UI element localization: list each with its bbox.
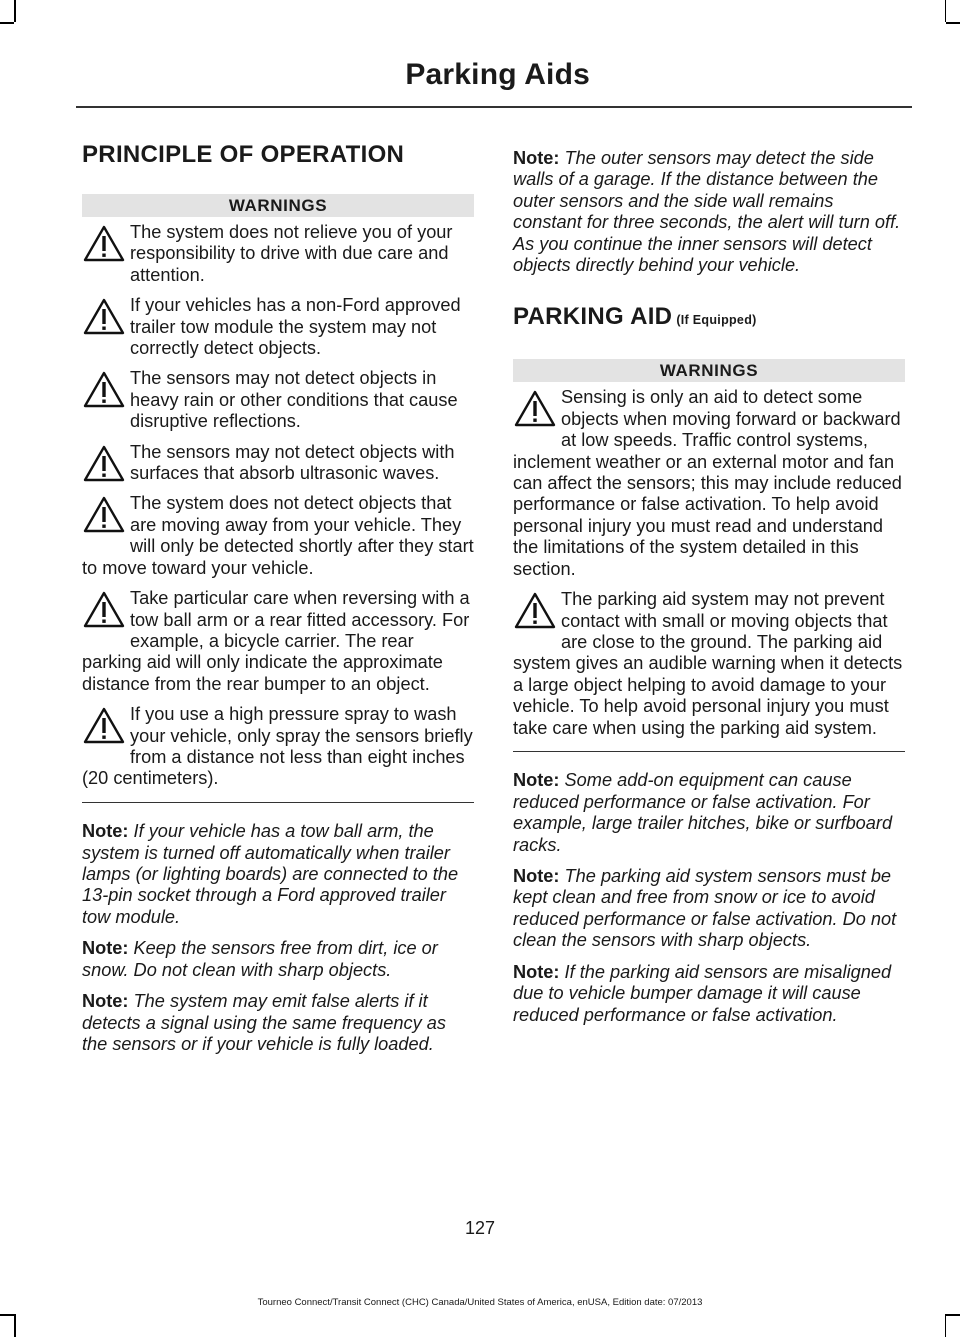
warning-item xyxy=(82,493,474,579)
section-heading-parking-aid xyxy=(513,302,905,335)
crop-mark xyxy=(945,1314,947,1337)
note-paragraph xyxy=(82,821,474,928)
note-label: Note: xyxy=(82,938,129,959)
warnings-label: WARNINGS xyxy=(82,194,474,217)
warning-text: If you use a high pressure spray to wash your vehicle, only spray the sensors briefly from a distance not less than eight inches (20 centimeters). xyxy=(82,704,473,789)
warnings-label: WARNINGS xyxy=(513,359,905,382)
warning-text: The parking aid system may not prevent contact with small or moving objects that are close to the ground. The parking aid system gives an audible warning when it detects a large object helping to avoid damage to your vehicle. To help avoid personal injury you must take care when using the parking aid system. xyxy=(513,589,903,738)
warning-text: Sensing is only an aid to detect some objects when moving forward or backward at low speeds. Traffic control systems, inclement weather or an external motor and fan can affect the sensors; this may include reduced performance or false activation. To help avoid personal injury you must read and understand the limitations of the system detailed in this section. xyxy=(513,387,902,579)
header-divider xyxy=(76,106,912,108)
warning-triangle-icon xyxy=(82,224,130,272)
warnings-divider xyxy=(513,751,905,753)
crop-mark xyxy=(945,0,947,22)
note-label: Note: xyxy=(513,148,560,168)
warning-triangle-icon xyxy=(82,590,130,638)
warning-triangle-icon xyxy=(82,495,130,543)
note-label: Note: xyxy=(513,866,560,887)
note-label: Note: xyxy=(82,821,129,842)
section-heading-text: PARKING AID xyxy=(513,303,673,331)
warning-text: The system does not detect objects that are moving away from your vehicle. They will only be detected shortly after they start to move toward your vehicle. xyxy=(82,493,474,578)
note-label: Note: xyxy=(513,770,560,791)
warning-triangle-icon xyxy=(82,370,130,418)
crop-mark xyxy=(14,0,16,22)
crop-mark xyxy=(0,22,14,24)
note-label: Note: xyxy=(82,991,129,1012)
warning-item xyxy=(513,589,905,739)
crop-mark xyxy=(14,1314,16,1337)
page-number: 127 xyxy=(464,1218,496,1238)
warning-triangle-icon xyxy=(82,444,130,492)
warning-text: Take particular care when reversing with a tow ball arm or a rear fitted accessory. For example, a bicycle carrier. The rear parking aid will only indicate the approximate distance from the rear bumper to an object. xyxy=(82,588,470,694)
warning-item xyxy=(82,704,474,790)
warning-triangle-icon xyxy=(82,297,130,345)
note-text: The outer sensors may detect the side walls of a garage. If the distance between the outer sensors and the side wall remains constant for three seconds, the alert will turn off. As you continue the inner sensors will detect objects directly behind your vehicle. xyxy=(513,148,901,276)
note-text: The system may emit false alerts if it detects a signal using the same frequency as the sensors or if your vehicle is fully loaded. xyxy=(82,991,446,1054)
note-paragraph xyxy=(82,938,474,981)
note-paragraph xyxy=(513,148,905,276)
note-text: Some add-on equipment can cause reduced performance or false activation. For example, large trailer hitches, bike or surfboard racks. xyxy=(513,770,893,855)
warning-item xyxy=(82,295,474,359)
warnings-divider xyxy=(82,802,474,804)
crop-mark xyxy=(946,1314,960,1316)
warning-triangle-icon xyxy=(82,706,130,754)
warning-item xyxy=(82,222,474,286)
warning-text: The sensors may not detect objects in heavy rain or other conditions that cause disruptive reflections. xyxy=(130,368,458,432)
crop-mark xyxy=(946,22,960,24)
left-column xyxy=(82,140,474,1065)
note-paragraph xyxy=(513,770,905,856)
page-footer: Tourneo Connect/Transit Connect (CHC) Canada/United States of America, enUSA, Edition date: 07/2013 xyxy=(257,1297,703,1308)
if-equipped-label: (If Equipped) xyxy=(676,313,757,328)
crop-mark xyxy=(0,1314,14,1316)
note-paragraph xyxy=(513,866,905,952)
note-text: If the parking aid sensors are misaligned due to vehicle bumper damage it will cause reduced performance or false activation. xyxy=(513,961,892,1025)
note-text: If your vehicle has a tow ball arm, the system is turned off automatically when trailer lamps (or lighting boards) are connected to the 13-pin socket through a Ford approved trailer tow module. xyxy=(82,821,459,927)
warning-triangle-icon xyxy=(513,389,561,437)
note-text: The parking aid system sensors must be kept clean and free from snow or ice to avoid reduced performance or false activation. Do not clean the sensors with sharp objects. xyxy=(513,866,897,951)
warning-item xyxy=(82,368,474,432)
warning-text: If your vehicles has a non-Ford approved trailer tow module the system may not correctly detect objects. xyxy=(130,295,461,359)
warning-text: The system does not relieve you of your responsibility to drive with due care and attention. xyxy=(130,222,453,285)
note-paragraph xyxy=(513,962,905,1026)
page-header-title: Parking Aids xyxy=(405,58,590,91)
section-heading-principle: PRINCIPLE OF OPERATION xyxy=(82,141,405,168)
warning-triangle-icon xyxy=(513,591,561,639)
note-label: Note: xyxy=(513,961,560,982)
warning-text: The sensors may not detect objects with surfaces that absorb ultrasonic waves. xyxy=(130,441,455,484)
right-column xyxy=(513,148,905,1036)
warning-item xyxy=(82,588,474,695)
note-paragraph xyxy=(82,991,474,1055)
warning-item xyxy=(82,442,474,485)
warning-item xyxy=(513,387,905,580)
note-text: Keep the sensors free from dirt, ice or snow. Do not clean with sharp objects. xyxy=(82,938,438,980)
